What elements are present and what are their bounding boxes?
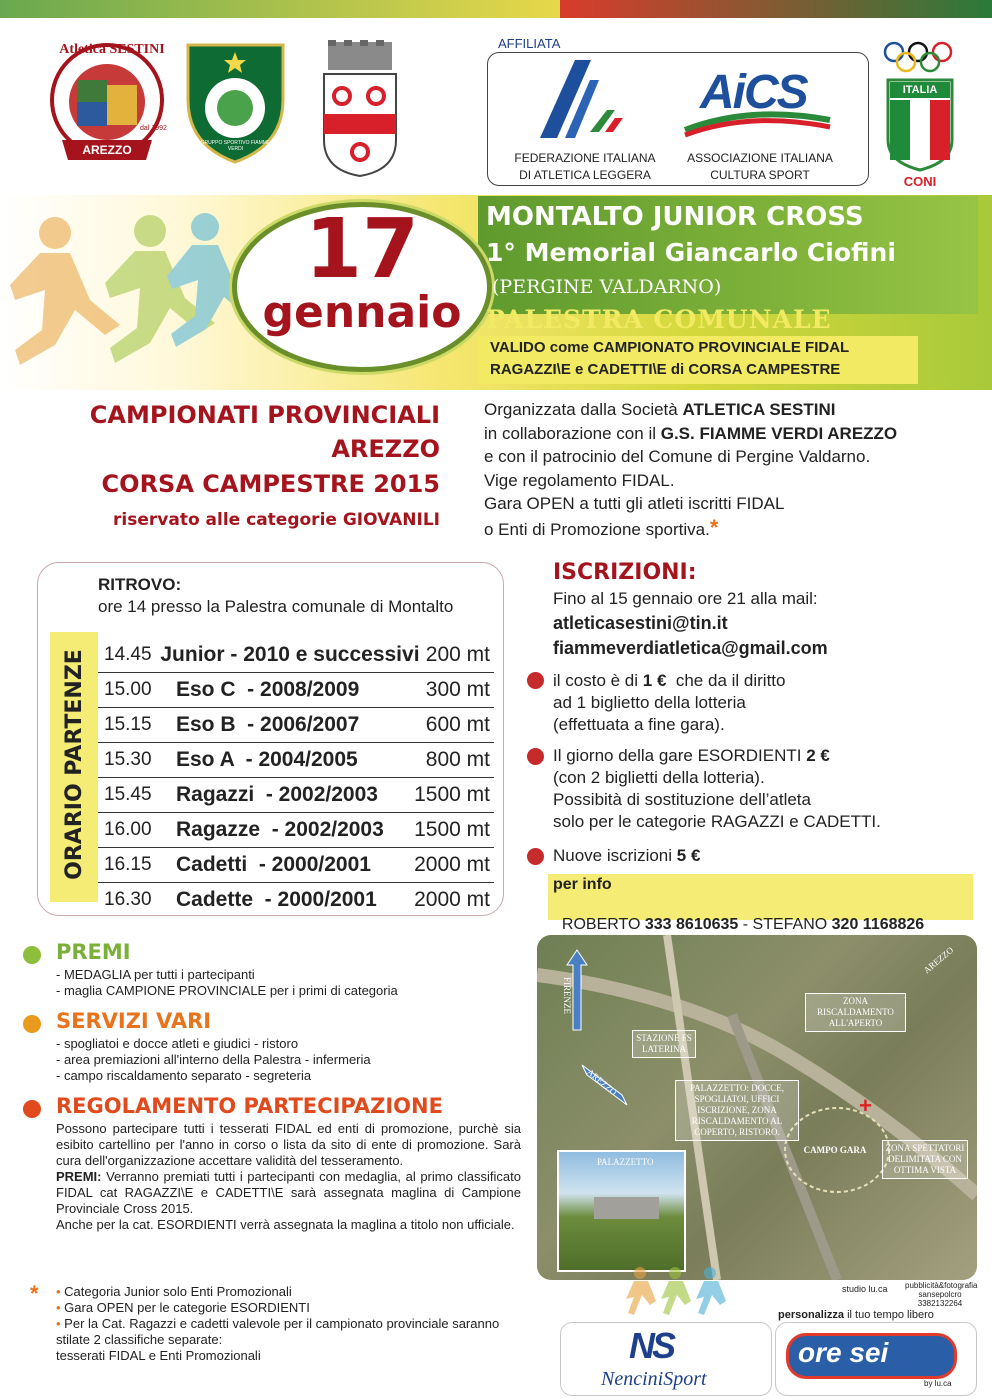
schedule-distance: 300 mt [425,678,490,701]
schedule-row [98,708,494,743]
cost-item-3 [553,845,700,867]
championship-title [20,398,440,538]
info-contacts [553,898,924,934]
validity-line1: VALIDO come CAMPIONATO PROVINCIALE FIDAL [490,339,850,356]
schedule-row [98,638,494,673]
schedule-row [98,778,494,813]
org-line2-bold: G.S. FIAMME VERDI AREZZO [660,423,898,443]
regolamento-premi-label: PREMI: [56,1169,102,1184]
regolamento-title: REGOLAMENTO PARTECIPAZIONE [56,1094,443,1118]
schedule-distance: 2000 mt [414,888,490,911]
schedule-time: 15.30 [104,749,152,770]
iscrizioni-deadline: Fino al 15 gennaio ore 21 alla mail: [553,589,818,608]
cost-item-1-post: che da il diritto [666,671,786,690]
ritrovo-text: ore 14 presso la Palestra comunale di Montalto [98,597,454,616]
servizi-dot [23,1015,41,1033]
servizi-title: SERVIZI VARI [56,1009,212,1033]
slogan-rest: il tuo tempo libero [844,1309,934,1321]
schedule-row [98,673,494,708]
map-label-palazzetto: PALAZZETTO [597,1157,654,1167]
schedule-row [98,813,494,848]
slogan-bold: personalizza [778,1309,845,1321]
cost-item-3-pre: Nuove iscrizioni [553,846,677,865]
cost-item-2-line3: Possibità di sostituzione dell’atleta [553,790,811,809]
schedule-category: Cadetti - 2000/2001 [176,853,371,876]
org-line1-pre: Organizzata dalla Società [484,400,683,419]
info-phone2[interactable]: 320 1168826 [831,916,925,933]
date-day: 17 [304,202,420,297]
schedule-time: 16.15 [104,854,152,875]
map-label-zona-riscaldamento: ZONA RISCALDAMENTO ALL'APERTO [805,993,906,1032]
studio-luca-info-1: pubblicità&fotografia [905,1281,978,1290]
reserved-category: GIOVANILI [342,510,440,530]
schedule-time: 15.15 [104,714,152,735]
fidal-caption-line2: DI ATLETICA LEGGERA [519,168,651,182]
note-item-3b: tesserati FIDAL e Enti Promozionali [56,1348,261,1363]
schedule-distance: 1500 mt [414,818,490,841]
sestini-logo [42,40,172,165]
notes-list [56,1284,526,1364]
org-line6-text: o Enti di Promozione sportiva. [484,519,710,539]
org-line6 [484,516,984,542]
sestini-logo-city: AREZZO [82,143,132,157]
oresei-byluca: by lu.ca [924,1379,952,1388]
cost-item-3-price: 5 € [676,846,701,865]
cost-item-1 [553,670,785,736]
regolamento-dot [23,1100,41,1118]
schedule-time: 16.00 [104,819,152,840]
cost-bullet-1 [527,672,544,689]
schedule-category: Eso A - 2004/2005 [176,748,358,771]
aics-caption-line2: CULTURA SPORT [710,168,810,182]
note-item-1: • Categoria Junior solo Enti Promozionali [56,1284,292,1299]
affiliation-title: AFFILIATA [498,36,561,51]
schedule-category: Junior - 2010 e successivi [160,643,420,666]
schedule-category: Ragazze - 2002/2003 [176,818,384,841]
championship-line3: CORSA CAMPESTRE 2015 [101,470,440,498]
studio-luca-info [905,1281,978,1308]
coni-label: CONI [903,174,937,189]
regolamento-text [56,1121,521,1233]
iscrizioni-title: ISCRIZIONI: [553,560,697,585]
cost-item-1-line3: (effettuata a fine gara). [553,715,725,734]
fidal-logo [535,60,635,140]
iscrizioni-email1[interactable]: atleticasestini@tin.it [553,613,728,633]
organization-text [484,398,984,541]
note-item-2-text: Gara OPEN per le categorie ESORDIENTI [64,1300,310,1315]
slogan [778,1309,934,1321]
servizi-item-1: - spogliatoi e docce atleti e giudici - ristoro [56,1036,299,1051]
org-line3: e con il patrocinio del Comune di Pergine Valdarno. [484,447,871,466]
cost-item-1-pre: il costo è di [553,671,643,690]
event-title: MONTALTO JUNIOR CROSS [486,202,864,232]
cost-item-2-line2: (con 2 biglietti della lotteria). [553,768,765,787]
fidal-caption-line1: FEDERAZIONE ITALIANA [514,151,656,165]
svg-text:+: + [859,1093,872,1118]
iscrizioni-email2[interactable]: fiammeverdiatletica@gmail.com [553,638,828,658]
schedule-category: Eso B - 2006/2007 [176,713,360,736]
aics-logo [680,65,840,140]
fiamme-verdi-logo-text: GRUPPO SPORTIVO FIAMME VERDI [200,140,271,152]
studio-luca-info-2: sansepolcro [918,1290,962,1299]
top-decor-bar-right [560,0,992,18]
schedule-time: 15.00 [104,679,152,700]
cost-item-2 [553,745,881,833]
sponsor-runners [620,1265,800,1325]
cost-item-2-line1 [553,745,881,767]
championship-line2: AREZZO [331,435,440,463]
map-label-zona-spettatori: ZONA SPETTATORI DELIMITATA CON OTTIMA VISTA [882,1140,968,1179]
note-item-2: • Gara OPEN per le categorie ESORDIENTI [56,1300,310,1315]
schedule-row [98,883,494,917]
fidal-caption [500,150,670,184]
map-label-arezzo-top: AREZZO [921,944,956,976]
schedule-side-label: ORARIO PARTENZE [62,649,87,880]
schedule-category: Ragazzi - 2002/2003 [176,783,378,806]
coni-logo [880,40,960,190]
regolamento-p2-text: Verranno premiati tutti i partecipanti con medaglia, al primo classificato FIDAL cat RAGAZZI\E e CADETTI\E sarà assegnata maglina di Campione Provinciale Cross 2015. [56,1169,521,1216]
schedule-row [98,743,494,778]
regolamento-p2 [56,1169,521,1217]
studio-luca-info-3: 3382132264 [917,1299,963,1308]
cost-item-2-line4: solo per le categorie RAGAZZI e CADETTI. [553,812,881,831]
schedule-category: Eso C - 2008/2009 [176,678,360,701]
cost-bullet-3 [527,848,544,865]
date-month: gennaio [262,287,462,338]
venue-map[interactable] [537,935,977,1280]
premi-item-2: - maglia CAMPIONE PROVINCIALE per i primi di categoria [56,983,398,998]
top-decor-bar [0,0,560,18]
org-line1-bold: ATLETICA SESTINI [682,400,836,419]
regolamento-p1: Possono partecipare tutti i tesserati FIDAL ed enti di promozione, purchè sia esibito cartellino per l'anno in corso o lista da sito di ente di promozione. Sarà cura dell'organizzazione accettare validità del tesseramento. [56,1121,521,1168]
ns-logo-mark: NS [629,1325,674,1366]
championship-reserved [20,502,440,538]
schedule-time: 16.30 [104,889,152,910]
event-venue: PALESTRA COMUNALE [486,305,832,334]
aics-caption [675,150,845,184]
org-line2-pre: in collaborazione con il [484,423,661,443]
schedule-time: 15.45 [104,784,152,805]
event-place: (PERGINE VALDARNO) [492,276,722,298]
cost-item-2-pre: Il giorno della gare ESORDIENTI [553,746,807,765]
info-sep: - STEFANO [738,916,832,933]
map-label-palazzetto-info: PALAZZETTO: DOCCE, SPOGLIATOI, UFFICI ISCRIZIONE, ZONA RISCALDAMENTO AL COPERTO, RISTORO. [675,1080,799,1141]
aics-logo-text: AiCS [700,66,807,119]
note-item-3-text: Per la Cat. Ragazzi e cadetti valevole per il campionato provinciale saranno stilate 2 classifiche separate: [56,1316,500,1347]
notes-asterisk: * [30,1281,39,1306]
cost-item-1-line1 [553,670,785,692]
note-item-1-text: Categoria Junior solo Enti Promozionali [64,1284,292,1299]
oresei-logo [775,1322,977,1396]
schedule-distance: 200 mt [425,643,490,666]
nencini-sport-text: NenciniSport [601,1368,707,1390]
schedule-distance: 800 mt [425,748,490,771]
cost-item-2-price: 2 € [806,746,830,765]
oresei-text: ore sei [798,1337,889,1368]
schedule-time: 14.45 [104,644,152,665]
cost-item-1-line2: ad 1 biglietto della lotteria [553,693,746,712]
servizi-list [56,1036,371,1084]
org-line2 [484,422,984,446]
info-name1: ROBERTO [561,916,645,933]
regolamento-p3: Anche per la cat. ESORDIENTI verrà assegnata la maglina a titolo non ufficiale. [56,1217,515,1232]
cost-bullet-2 [527,748,544,765]
championship-line1: CAMPIONATI PROVINCIALI [89,401,440,429]
schedule-distance: 1500 mt [414,783,490,806]
org-line4: Vige regolamento FIDAL. [484,470,675,490]
sestini-logo-name: Atletica SESTINI [59,42,165,57]
org-asterisk: * [709,514,719,540]
map-label-stazione: STAZIONE FS LATERINA [632,1030,696,1058]
note-item-3: • Per la Cat. Ragazzi e cadetti valevole per il campionato provinciale saranno stilate 2 classifiche separate: [56,1316,500,1347]
org-line5: Gara OPEN a tutti gli atleti iscritti FIDAL [484,494,785,513]
map-label-arezzo-left: AREZZO [585,1066,619,1098]
validity-line2: RAGAZZI\E e CADETTI\E di CORSA CAMPESTRE [490,361,841,378]
studio-luca: studio lu.ca [842,1284,888,1294]
sestini-logo-year: dal 1992 [140,125,167,132]
info-phone1[interactable]: 333 8610635 [644,916,739,933]
palazzetto-photo-building [594,1197,659,1219]
ritrovo-label: RITROVO: [98,575,182,594]
org-line1 [484,398,984,422]
premi-list [56,967,398,999]
premi-item-1: - MEDAGLIA per tutti i partecipanti [56,967,255,982]
fiamme-verdi-logo [183,40,288,165]
coni-country: ITALIA [902,84,938,96]
info-label: per info [553,876,612,893]
aics-caption-line1: ASSOCIAZIONE ITALIANA [687,151,833,165]
nencini-sport-logo [560,1322,772,1396]
servizi-item-3: - campo riscaldamento separato - segreteria [56,1068,312,1083]
premi-title: PREMI [56,940,131,964]
servizi-item-2: - area premiazioni all'interno della Palestra - infermeria [56,1052,371,1067]
schedule-row [98,848,494,883]
cost-item-1-price: 1 € [642,671,667,690]
premi-dot [23,946,41,964]
map-label-campo-gara: CAMPO GARA [803,1145,867,1155]
reserved-prefix: riservato alle categorie [113,510,343,530]
comune-coat-of-arms [320,40,400,178]
event-memorial: 1° Memorial Giancarlo Ciofini [486,238,896,267]
schedule-distance: 2000 mt [414,853,490,876]
schedule-distance: 600 mt [425,713,490,736]
map-label-firenze: FIRENZE [562,977,572,1014]
schedule-category: Cadette - 2000/2001 [176,888,377,911]
